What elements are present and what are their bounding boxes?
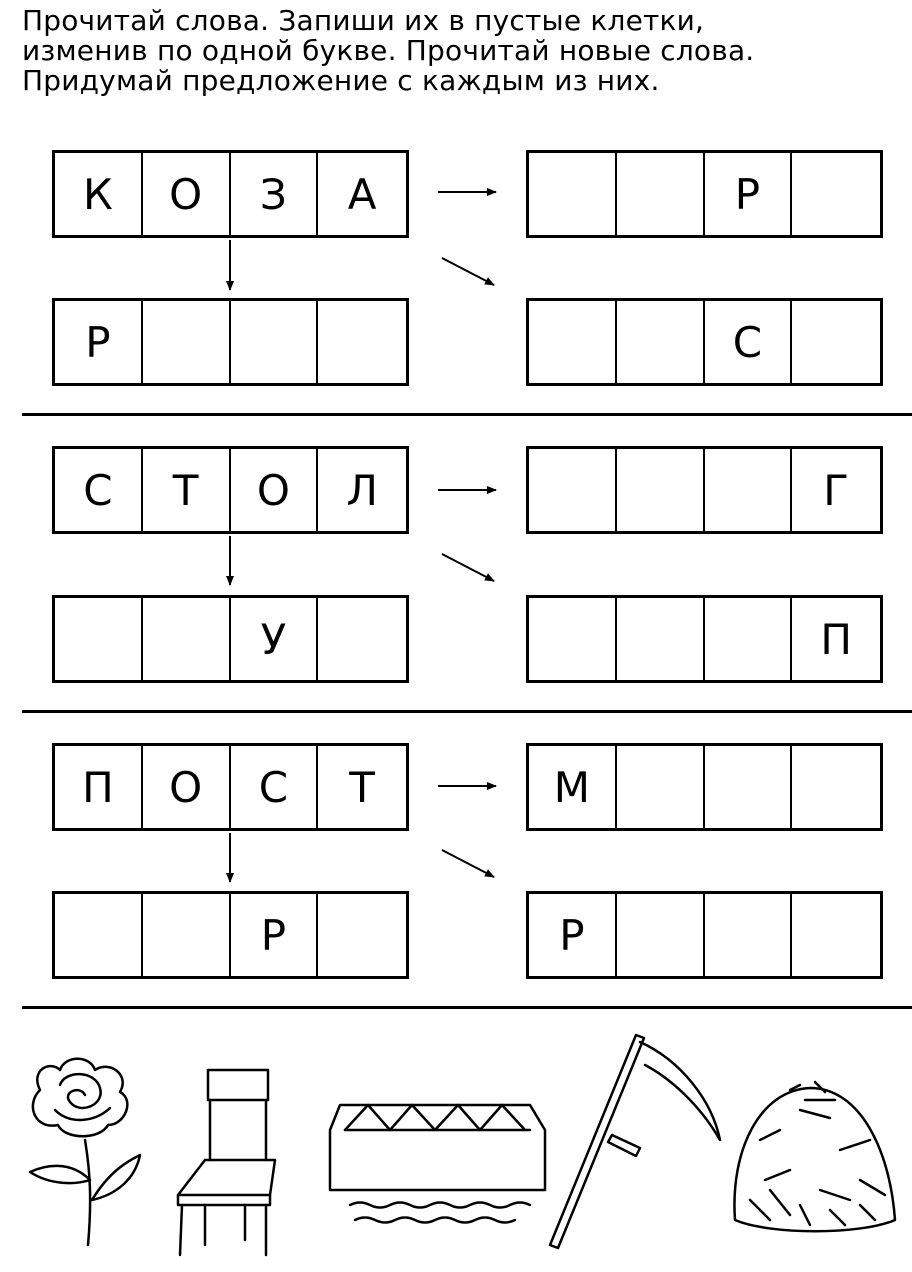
letter-cell[interactable]: Р (705, 153, 793, 235)
letter-cell[interactable] (792, 894, 880, 976)
letter-cell[interactable] (55, 894, 143, 976)
letter-cell[interactable] (617, 301, 705, 383)
letter-cell[interactable]: С (705, 301, 793, 383)
ex1-source-word (52, 150, 409, 238)
letter-cell[interactable] (529, 598, 617, 680)
letter-cell[interactable] (617, 598, 705, 680)
divider (22, 413, 912, 416)
letter-cell[interactable] (529, 301, 617, 383)
ex2-source-word (52, 446, 409, 534)
ex1-right-top-word[interactable] (526, 150, 883, 238)
letter-cell[interactable] (617, 746, 705, 828)
letter-cell: З (231, 153, 319, 235)
letter-cell: О (231, 449, 319, 531)
divider (22, 710, 912, 713)
letter-cell[interactable] (792, 153, 880, 235)
letter-cell: К (55, 153, 143, 235)
arrow-diagonal-icon (442, 258, 494, 285)
letter-cell[interactable] (705, 746, 793, 828)
letter-cell: А (347, 169, 377, 219)
letter-cell[interactable]: Р (231, 894, 319, 976)
instructions (22, 6, 902, 96)
letter-cell[interactable] (318, 301, 406, 383)
letter-cell[interactable]: Р (529, 894, 617, 976)
letter-cell[interactable] (55, 598, 143, 680)
letter-cell: Т (143, 449, 231, 531)
letter-cell[interactable] (318, 894, 406, 976)
letter-cell[interactable] (143, 894, 231, 976)
letter-cell: О (143, 153, 231, 235)
letter-cell[interactable] (529, 449, 617, 531)
letter-cell[interactable] (792, 746, 880, 828)
letter-cell[interactable]: Р (55, 301, 143, 383)
letter-cell[interactable]: У (231, 598, 319, 680)
letter-cell[interactable] (617, 449, 705, 531)
ex1-right-bottom-word[interactable] (526, 298, 883, 386)
letter-cell[interactable] (318, 598, 406, 680)
letter-cell[interactable] (529, 153, 617, 235)
letter-cell[interactable] (143, 301, 231, 383)
letter-cell[interactable]: П (820, 614, 852, 664)
letter-cell: Т (349, 762, 375, 812)
ex2-right-bottom-word[interactable] (526, 595, 883, 683)
letter-cell[interactable] (617, 153, 705, 235)
letter-cell: О (143, 746, 231, 828)
letter-cell[interactable] (705, 598, 793, 680)
letter-cell: Л (346, 465, 378, 515)
divider (22, 1006, 912, 1009)
letter-cell[interactable] (617, 894, 705, 976)
letter-cell: С (55, 449, 143, 531)
letter-cell: П (55, 746, 143, 828)
instruction-line-1: Прочитай слова. Запиши их в пустые клетки, (22, 4, 705, 37)
chair-icon (178, 1070, 275, 1255)
haystack-icon (734, 1082, 895, 1231)
instruction-line-2: изменив по одной букве. Прочитай новые слова. (22, 34, 755, 67)
letter-cell[interactable]: Г (823, 465, 849, 515)
bridge-icon (330, 1105, 545, 1223)
letter-cell[interactable]: М (529, 746, 617, 828)
letter-cell[interactable] (705, 449, 793, 531)
letter-cell[interactable] (792, 301, 880, 383)
letter-cell: С (231, 746, 319, 828)
instruction-line-3: Придумай предложение с каждым из них. (22, 64, 660, 97)
ex2-down-word[interactable] (52, 595, 409, 683)
ex3-right-top-word[interactable] (526, 743, 883, 831)
letter-cell[interactable] (231, 301, 319, 383)
ex3-source-word (52, 743, 409, 831)
scythe-icon (550, 1035, 720, 1248)
ex3-down-word[interactable] (52, 891, 409, 979)
pictures-row (0, 1030, 912, 1272)
letter-cell[interactable] (705, 894, 793, 976)
rose-icon (30, 1059, 140, 1245)
ex1-down-word[interactable] (52, 298, 409, 386)
ex3-right-bottom-word[interactable] (526, 891, 883, 979)
ex2-right-top-word[interactable] (526, 446, 883, 534)
arrow-diagonal-icon (442, 554, 494, 581)
arrow-diagonal-icon (442, 850, 494, 877)
letter-cell[interactable] (143, 598, 231, 680)
